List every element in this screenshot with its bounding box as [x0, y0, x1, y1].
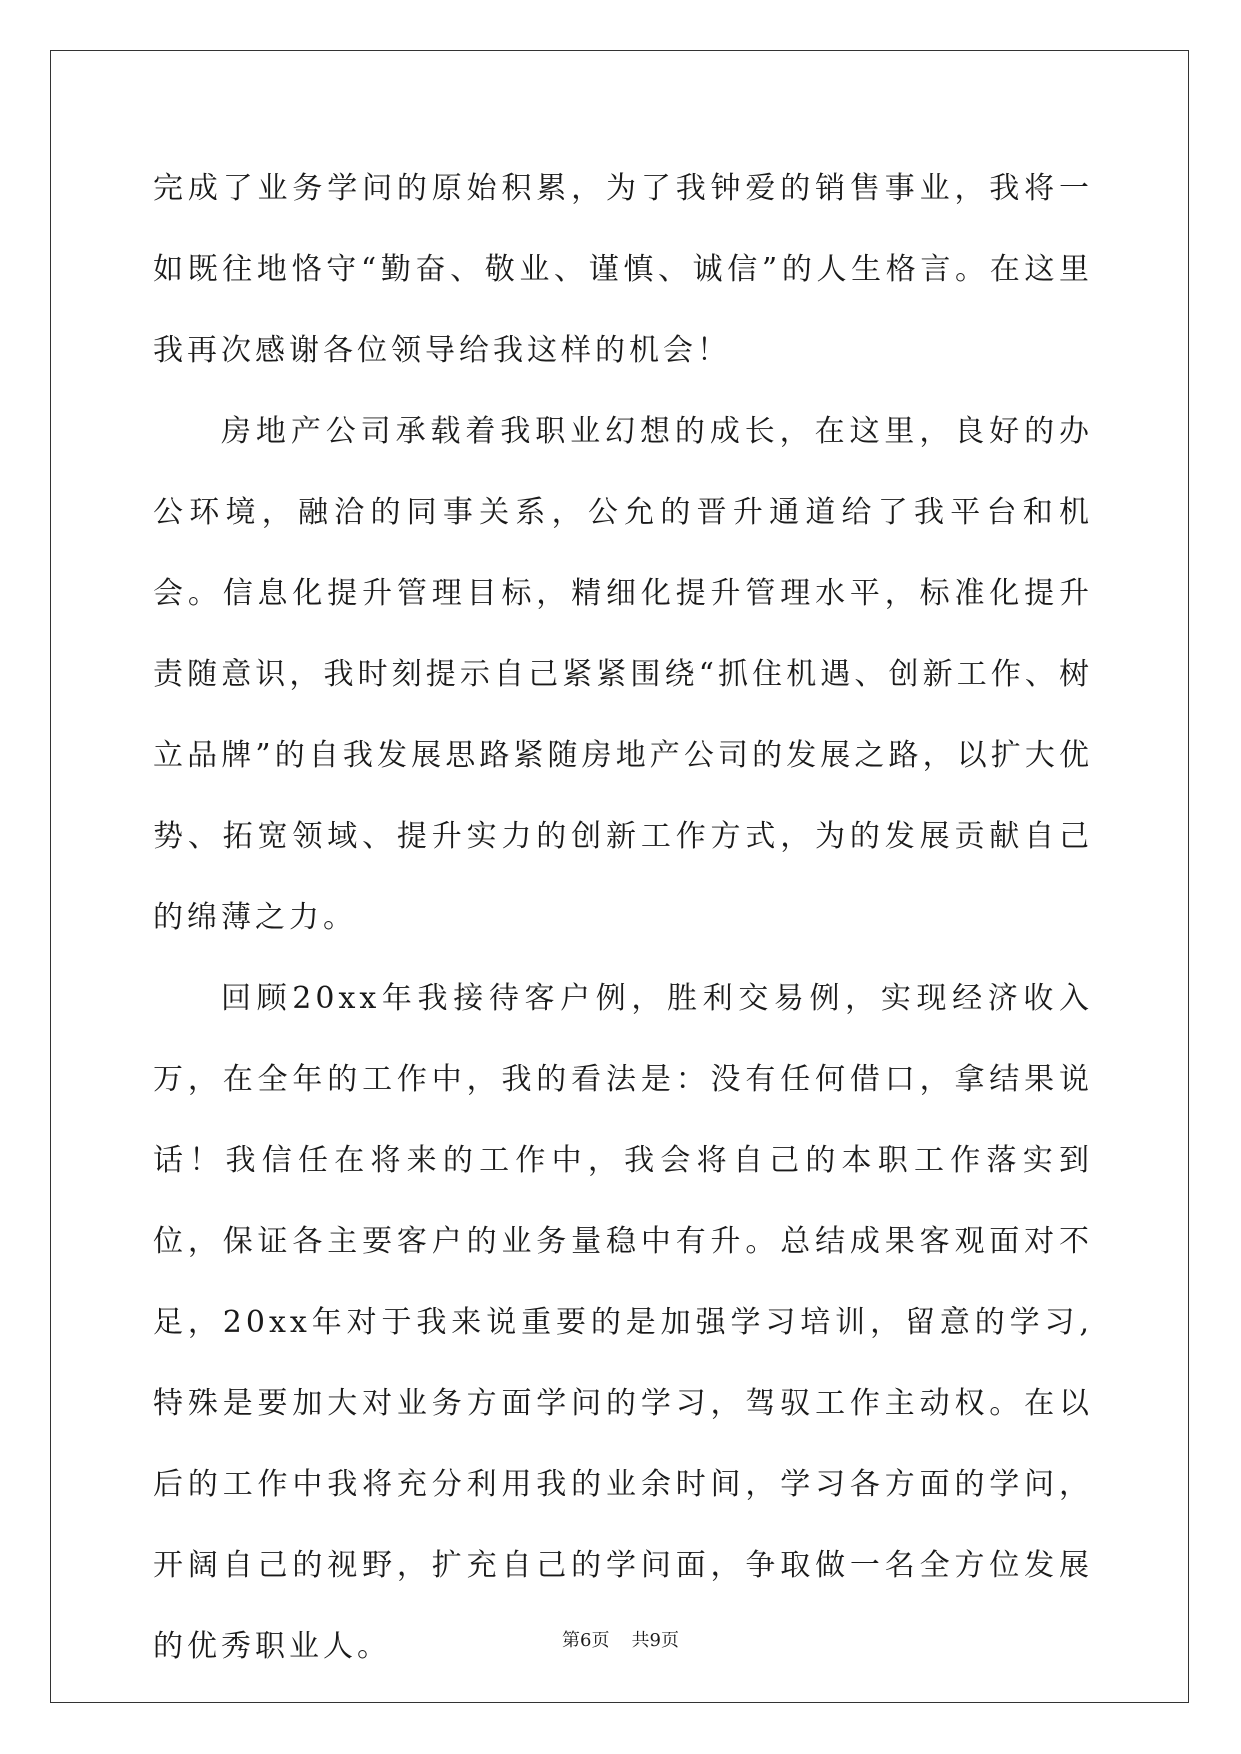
document-body: [153, 148, 1093, 1687]
paragraph-3: 回顾20xx年我接待客户例，胜利交易例，实现经济收入万，在全年的工作中，我的看法是：没有任何借口，拿结果说话！我信任在将来的工作中，我会将自己的本职工作落实到位，保证各主要客户的业务量稳中有升。总结成果客观面对不足，20xx年对于我来说重要的是加强学习培训，留意的学习,特殊是要加大对业务方面学问的学习，驾驭工作主动权。在以后的工作中我将充分利用我的业余时间，学习各方面的学问，开阔自己的视野，扩充自己的学问面，争取做一名全方位发展的优秀职业人。: [153, 981, 1093, 1664]
total-pages-label: 共9页: [631, 1630, 679, 1651]
page-footer: [0, 1626, 1241, 1652]
current-page-label: 第6页: [562, 1630, 610, 1651]
paragraph-2: 房地产公司承载着我职业幻想的成长，在这里，良好的办公环境，融洽的同事关系，公允的晋升通道给了我平台和机会。信息化提升管理目标，精细化提升管理水平，标准化提升责随意识，我时刻提示自己紧紧围绕“抓住机遇、创新工作、树立品牌”的自我发展思路紧随房地产公司的发展之路，以扩大优势、拓宽领域、提升实力的创新工作方式，为的发展贡献自己的绵薄之力。: [153, 414, 1093, 935]
paragraph-1: 完成了业务学问的原始积累，为了我钟爱的销售事业，我将一如既往地恪守“勤奋、敬业、谨慎、诚信”的人生格言。在这里我再次感谢各位领导给我这样的机会！: [153, 171, 1093, 368]
